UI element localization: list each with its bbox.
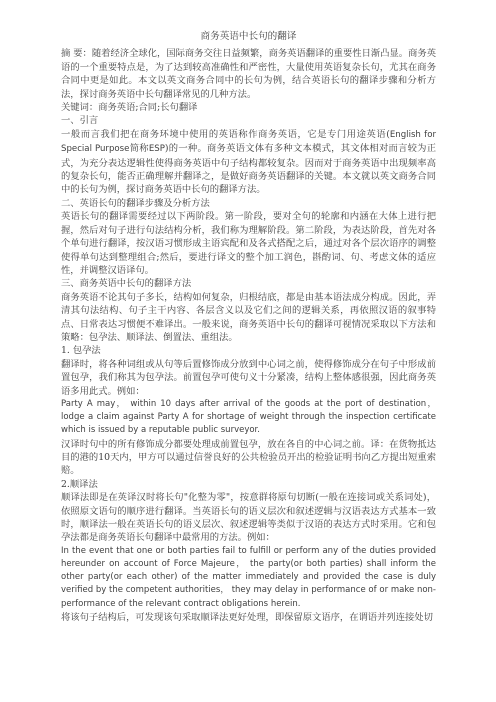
method-2-translation: 将该句子结构后，可发现该句采取顺译法更好处理，即保留原文语序，在谓语并列连接处切 — [61, 611, 433, 623]
section-3-heading: 三、商务英语中长句的翻译方法 — [61, 278, 192, 290]
s1-esp-full-name: English for Special Purpose — [61, 129, 436, 155]
document-title: 商务英语中长句的翻译 — [200, 31, 297, 42]
s1-text-c: )的一种。商务英语文体有多种文本模式，其文体相对而言较为正式，为充分表达逻辑性使得商务英语中句子结构都较复杂。因而对于商务英语中出现频率高的复杂长句，能否正确理解并翻译之，是做好商务英语翻译的关键。本文就以英文商务合同中的长句为例，探讨商务英语中长句的翻译方法。 — [61, 143, 436, 196]
method-2-heading: 2.顺译法 — [61, 478, 98, 490]
method-1-translation: 汉译时句中的所有修饰成分都要处理成前置包孕，放在各自的中心词之前。译：在货物抵达目的港的10天内，甲方可以通过信誉良好的公共检验员开出的检验证明书向乙方提出短重索赔。 — [61, 438, 436, 477]
section-2-paragraph: 英语长句的翻译需要经过以下两阶段。第一阶段，要对全句的轮廓和内涵在大体上进行把握，然后对句子进行句法结构分析，我们称为理解阶段。第二阶段，为表达阶段，首先对各个单句进行翻译，按汉语习惯形成主语宾配和及各式搭配之后，通过对各个层次语序的调整使得单句达到整理组合;然后，要进行译文的整个加工润色，斟酌词、句、考虑文体的适应性，并调整汉语译句。 — [61, 211, 436, 276]
method-2-example: In the event that one or both parties fail to fulfill or perform any of the duties provided hereunder on account of Force Majeure， the party(or both parties) shall inform the other party(or each other) of the matter immediately and provided the case is duly verified by the competent authorities， they may delay in performance of or make non-performance of the relevant contract obligations herein. — [61, 545, 436, 609]
method-1-heading: 1. 包孕法 — [61, 345, 101, 357]
s1-text-b: 简称 — [129, 143, 149, 155]
section-1-paragraph — [61, 128, 436, 197]
section-1-heading: 一、引言 — [61, 115, 99, 127]
abstract: 摘 要：随着经济全球化，国际商务交往日益频繁，商务英语翻译的重要性日渐凸显。商务英语的一个重要特点是，为了达到较高准确性和严密性，大量使用英语复杂长句，尤其在商务合同中更是如此。本文以英文商务合同中的长句为例，结合英语长句的翻译步骤和分析方法，探讨商务英语中长句翻译常见的几种方法。 — [61, 48, 436, 100]
keywords: 关键词：商务英语;合同;长句翻译 — [61, 102, 198, 114]
section-3-paragraph: 商务英语不论其句子多长，结构如何复杂，归根结底，都是由基本语法成分构成。因此，弄清其句法结构、句子主干内容、各层含义以及它们之间的逻辑关系，再依照汉语的叙事特点、日常表达习惯便不难译出。一般来说，商务英语中长句的翻译可视情况采取以下方法和策略：包孕法、顺译法、倒置法、重组法。 — [61, 291, 436, 343]
section-2-heading: 二、英语长句的翻译步骤及分析方法 — [61, 197, 210, 209]
method-2-paragraph: 顺译法即是在英译汉时将长句"化整为零"，按意群将原句切断(一般在连接词或关系词处)，依照原文语句的顺序进行翻译。当英语长句的语义层次和叙述逻辑与汉语表达方式基本一致时，顺译法一般在英语长句的语义层次、叙述逻辑等类似于汉语的表达方式时采用。它和包孕法都是商务英语长句翻译中最常用的方法。例如： — [61, 492, 436, 544]
s1-text-a: 一般而言我们把在商务环境中使用的英语称作商务英语，它是专门用途英语( — [61, 128, 390, 140]
method-1-example: Party A may， within 10 days after arrival of the goods at the port of destination， lodge a claim against Party A for shortage of weight through the inspection certificate which is issued by a reputable public surveyor. — [61, 398, 436, 436]
s1-esp-abbr: ESP — [148, 144, 165, 155]
method-1-paragraph: 翻译时，将各种词组或从句等后置修饰成分放到中心词之前，使得修饰成分在句子中形成前置包孕，我们称其为包孕法。前置包孕可使句义十分紧凑，结构上整体感很强，因此商务英语多用此式。例如： — [61, 358, 436, 397]
